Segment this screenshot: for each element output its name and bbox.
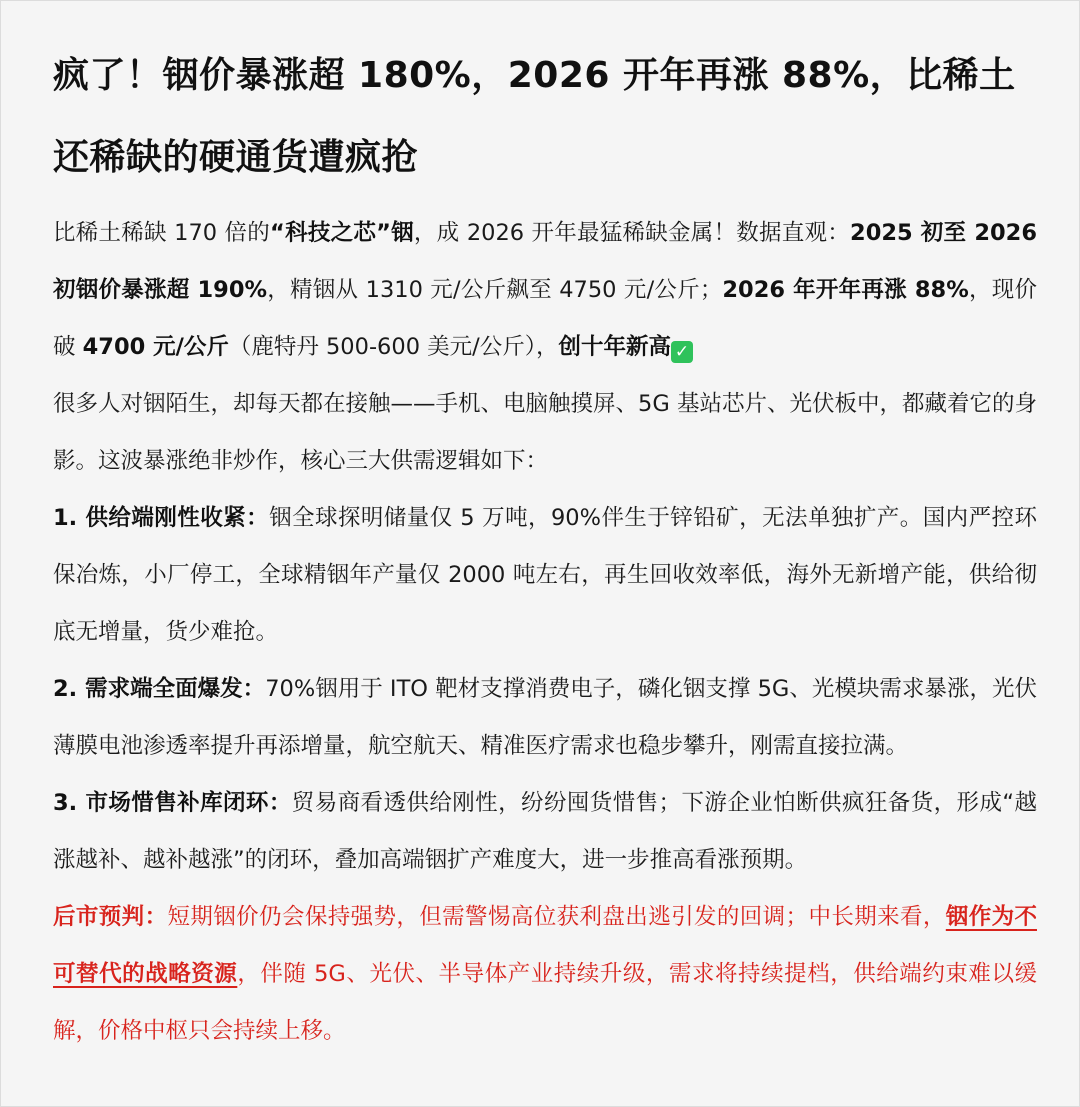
outlook-text: 短期铟价仍会保持强势，但需警惕高位获利盘出逃引发的回调；中长期来看， bbox=[167, 904, 946, 930]
context-paragraph: 很多人对铟陌生，却每天都在接触——手机、电脑触摸屏、5G 基站芯片、光伏板中，都藏着它的身影。这波暴涨绝非炒作，核心三大供需逻辑如下： bbox=[53, 391, 1037, 474]
intro-bold: 2026 年开年再涨 88% bbox=[722, 277, 969, 303]
article-content bbox=[53, 35, 1037, 1060]
point-demand bbox=[53, 661, 1037, 775]
intro-bold: 2025 初至 2026 初铟价暴涨超 190% bbox=[53, 220, 1037, 303]
outlook-heading: 后市预判： bbox=[53, 904, 168, 930]
intro-bold: “科技之芯”铟 bbox=[270, 220, 414, 246]
intro-text: 比稀土稀缺 170 倍的 bbox=[53, 220, 271, 246]
point-heading: 2. 需求端全面爆发： bbox=[53, 676, 266, 702]
intro-text: ，成 2026 开年最猛稀缺金属！数据直观： bbox=[413, 220, 851, 246]
point-text: 铟全球探明储量仅 5 万吨，90%伴生于锌铅矿，无法单独扩产。国内严控环保冶炼，小厂停工，全球精铟年产量仅 2000 吨左右，再生回收效率低，海外无新增产能，供给彻底无增量，货少难抢。 bbox=[53, 505, 1037, 645]
intro-text: ，现价破 bbox=[53, 277, 1037, 360]
check-mark-icon: ✓ bbox=[671, 341, 693, 363]
outlook-text: ，伴随 5G、光伏、半导体产业持续升级，需求将持续提档，供给端约束难以缓解，价格中枢只会持续上移。 bbox=[53, 961, 1037, 1044]
point-supply bbox=[53, 490, 1037, 661]
article-title: 疯了！铟价暴涨超 180%，2026 开年再涨 88%，比稀土还稀缺的硬通货遭疯抢 bbox=[53, 55, 1016, 178]
point-market bbox=[53, 775, 1037, 889]
point-text: 70%铟用于 ITO 靶材支撑消费电子，磷化铟支撑 5G、光模块需求暴涨，光伏薄膜电池渗透率提升再添增量，航空航天、精准医疗需求也稳步攀升，刚需直接拉满。 bbox=[53, 676, 1037, 759]
intro-text: （鹿特丹 500-600 美元/公斤）， bbox=[228, 334, 559, 360]
intro-text: ，精铟从 1310 元/公斤飙至 4750 元/公斤； bbox=[267, 277, 723, 303]
outlook-paragraph bbox=[53, 889, 1037, 1060]
point-heading: 1. 供给端刚性收紧： bbox=[53, 505, 270, 531]
intro-bold: 创十年新高 bbox=[558, 334, 672, 360]
point-heading: 3. 市场惜售补库闭环： bbox=[53, 790, 292, 816]
point-text: 贸易商看透供给刚性，纷纷囤货惜售；下游企业怕断供疯狂备货，形成“越涨越补、越补越涨”的闭环，叠加高端铟扩产难度大，进一步推高看涨预期。 bbox=[53, 790, 1037, 873]
intro-paragraph bbox=[53, 205, 1037, 376]
intro-bold: 4700 元/公斤 bbox=[82, 334, 229, 360]
outlook-highlight: 铟作为不可替代的战略资源 bbox=[53, 904, 1037, 987]
